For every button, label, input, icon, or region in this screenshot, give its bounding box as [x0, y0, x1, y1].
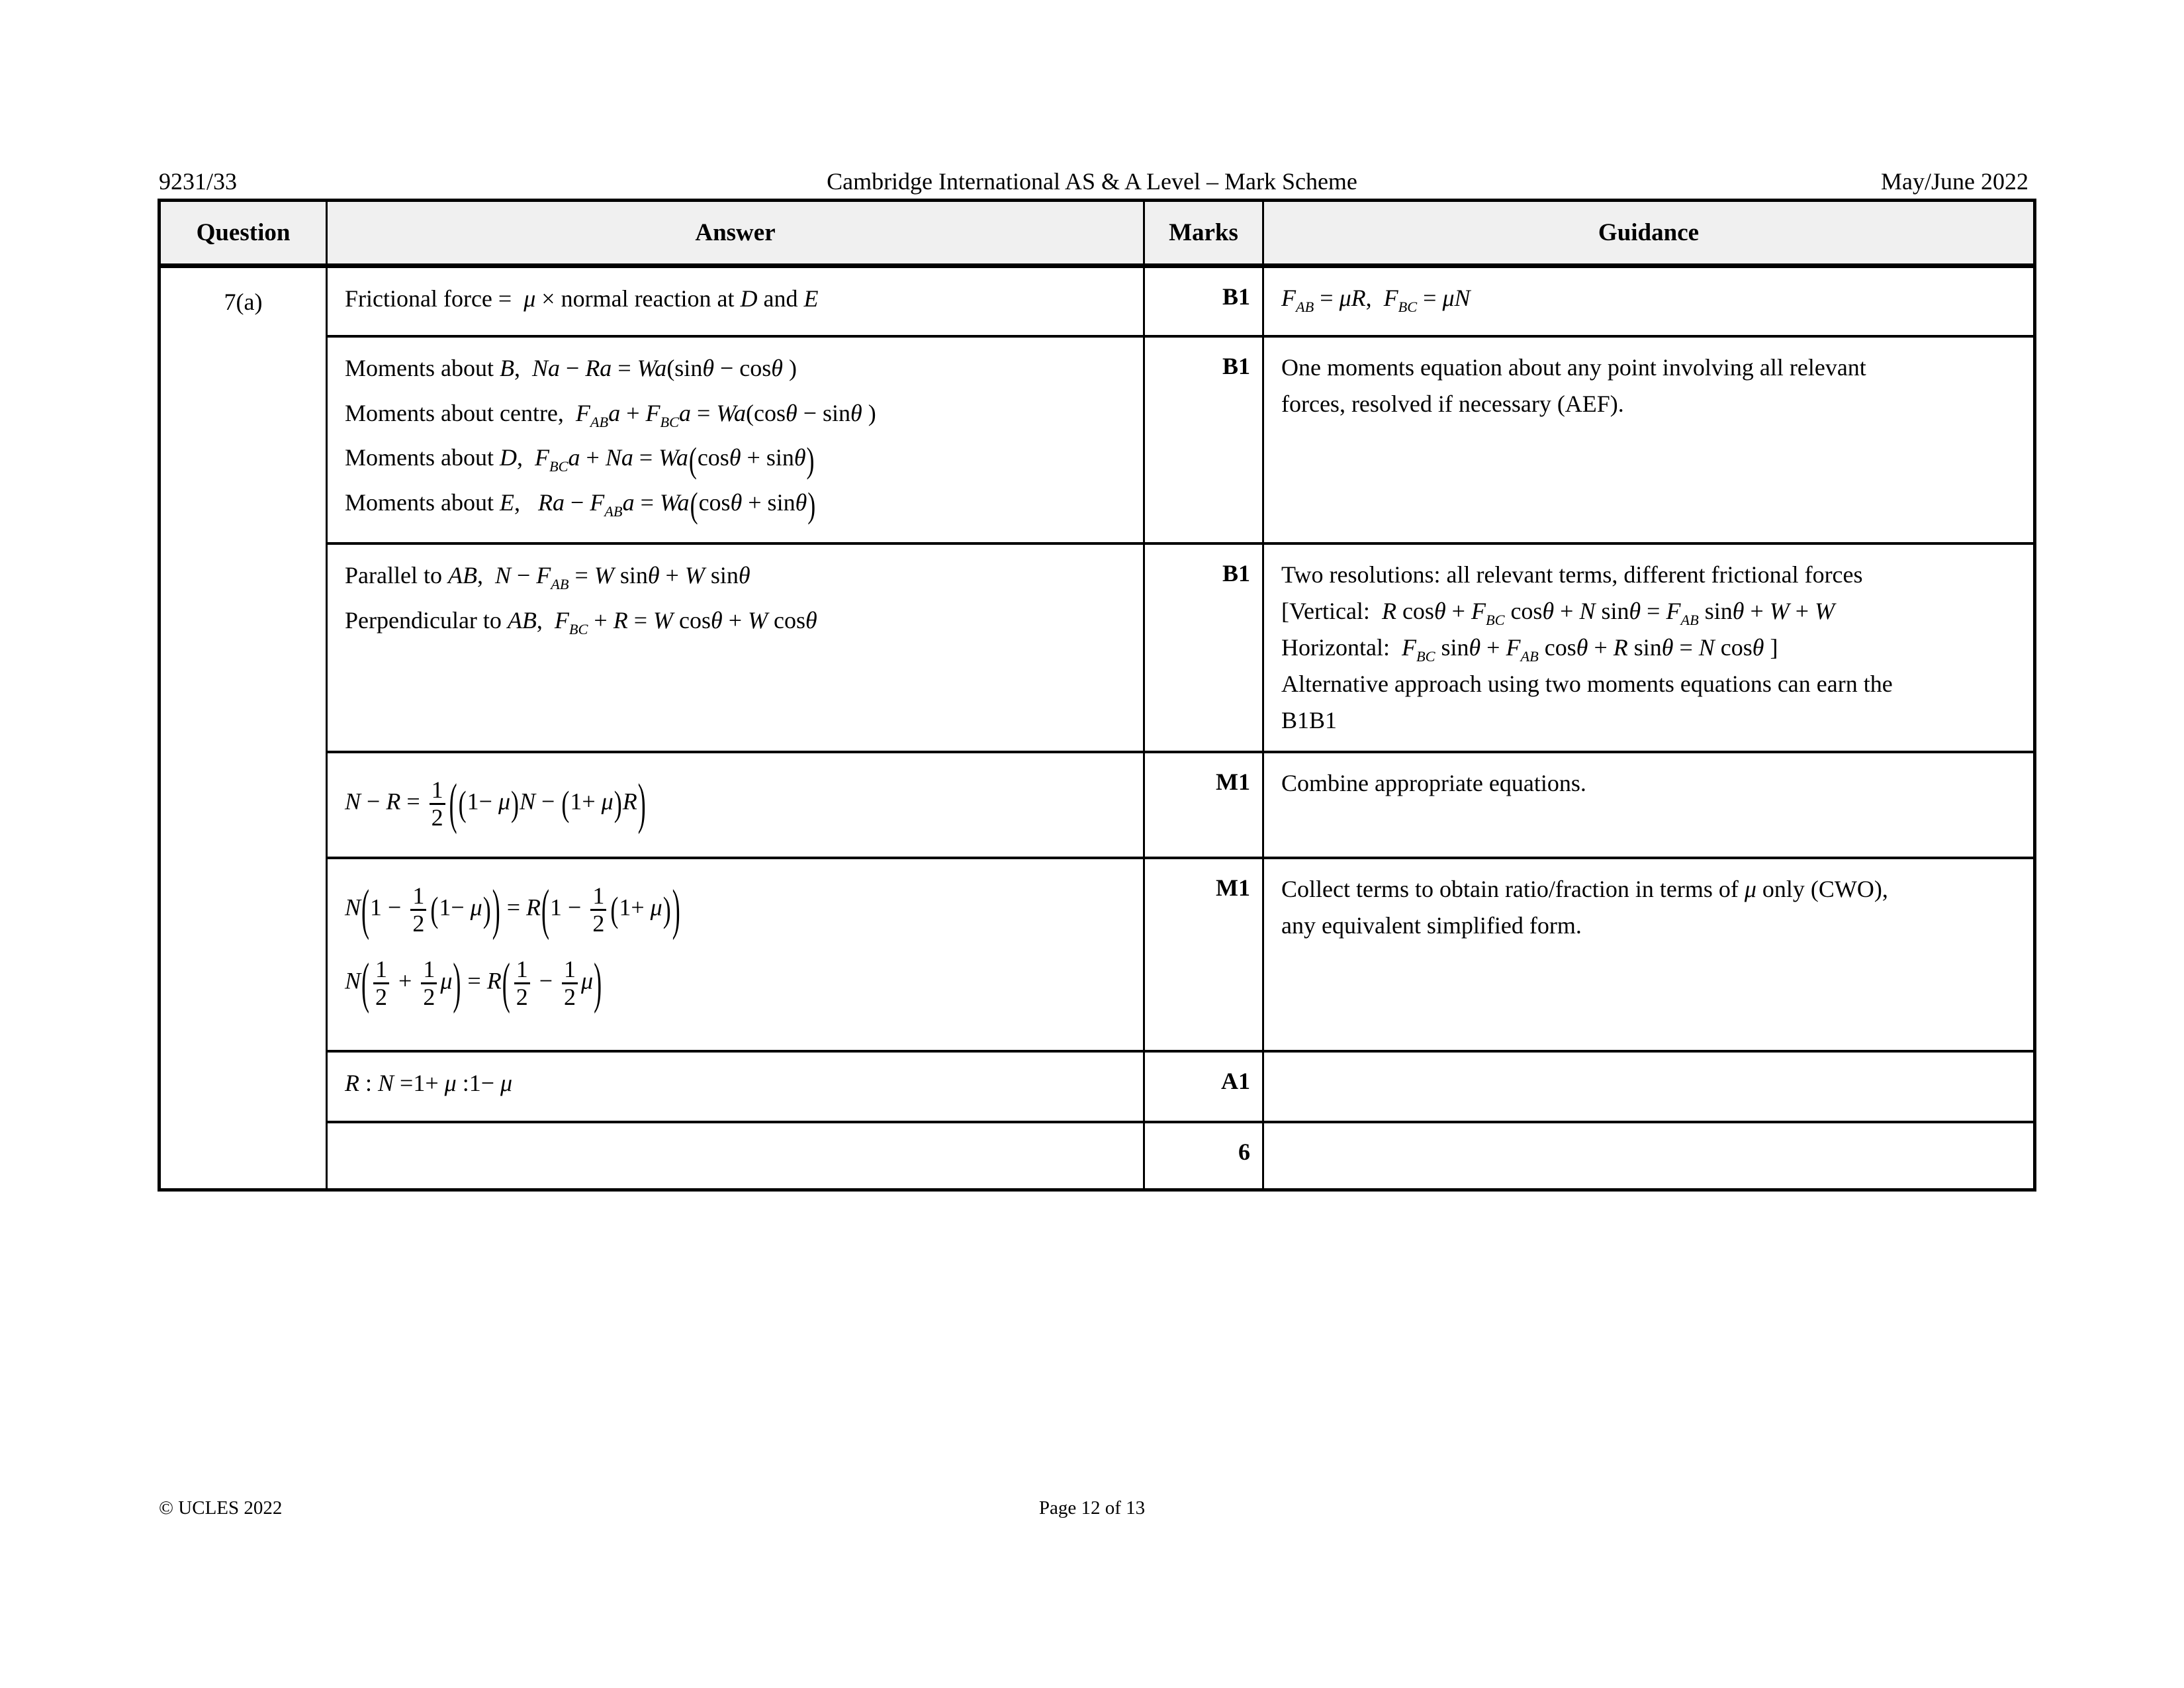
- answer-line: N − R = $\frac{1}{2}$ ((1− μ)N − (1+ μ)R): [345, 773, 646, 835]
- guidance-line: $F_{AB} = \mu R$, $F_{BC} = \mu N$: [1281, 285, 1471, 315]
- column-header-answer: Answer: [328, 202, 1145, 268]
- answer-cell: [328, 268, 1145, 338]
- guidance-line: Combine appropriate equations.: [1281, 770, 1586, 796]
- answer-line: Moments about D, $F_{BC}a + Na = Wa(\cos\theta + \sin\theta)$: [345, 440, 815, 480]
- guidance-cell: [1264, 859, 2033, 1053]
- question-number: 7(a): [161, 268, 328, 1188]
- guidance-line: [Vertical: R $\cos\theta + F_{BC}$ cosθ + N $\sin\theta = F_{AB}$ sinθ + W + W: [1281, 597, 1835, 628]
- answer-cell: [328, 859, 1145, 1053]
- answer-line: Parallel to AB, $N - F_{AB} = W$ sinθ + W sinθ: [345, 562, 751, 592]
- guidance-cell: [1264, 545, 2033, 753]
- guidance-cell: [1264, 268, 2033, 338]
- guidance-line: Horizontal: $F_{BC}$ $\sin\theta + F_{AB}$ cosθ + R sinθ = N cosθ ]: [1281, 633, 1778, 665]
- answer-line: R : N =1+ μ :1− μ: [345, 1070, 513, 1096]
- answer-line: N( $\frac{1}{2}$ + $\frac{1}{2}$ μ) = R( $\frac{1}{2}$ − $\frac{1}{2}$ μ): [345, 952, 602, 1015]
- marks-cell: A1: [1145, 1053, 1264, 1123]
- answer-cell: [328, 1123, 1145, 1188]
- column-header-question: Question: [161, 202, 328, 268]
- paper-code: 9231/33: [159, 168, 238, 195]
- session-date: May/June 2022: [1881, 168, 2028, 195]
- guidance-line: One moments equation about any point involving all relevant: [1281, 354, 1866, 381]
- answer-line: Frictional force = μ × normal reaction at D and E: [345, 285, 819, 312]
- answer-cell: [328, 545, 1145, 753]
- marks-cell: B1: [1145, 268, 1264, 338]
- answer-line: N(1 − $\frac{1}{2}$ (1− μ)) = R(1 − $\frac{1}{2}$ (1+ μ)): [345, 878, 680, 941]
- guidance-cell: [1264, 1053, 2033, 1123]
- answer-cell: [328, 753, 1145, 859]
- marks-cell: B1: [1145, 545, 1264, 753]
- marks-cell: M1: [1145, 753, 1264, 859]
- answer-line: Perpendicular to AB, $F_{BC} + R = W$ cosθ + W cosθ: [345, 606, 817, 637]
- guidance-line: any equivalent simplified form.: [1281, 912, 1582, 939]
- guidance-line: Collect terms to obtain ratio/fraction in terms of μ only (CWO),: [1281, 876, 1888, 902]
- guidance-cell: [1264, 753, 2033, 859]
- marks-cell: B1: [1145, 338, 1264, 545]
- guidance-line: Alternative approach using two moments equations can earn the: [1281, 670, 1893, 697]
- page-number: Page 12 of 13: [1038, 1497, 1146, 1519]
- answer-line: Moments about centre, $F_{AB}a + F_{BC}a = Wa(\cos\theta - \sin\theta$ ): [345, 399, 876, 430]
- guidance-line: B1B1: [1281, 706, 1338, 733]
- answer-cell: [328, 1053, 1145, 1123]
- copyright-notice: © UCLES 2022: [159, 1497, 283, 1519]
- document-title: Cambridge International AS & A Level – Mark Scheme: [827, 168, 1357, 195]
- column-header-guidance: Guidance: [1264, 202, 2033, 268]
- answer-cell: [328, 338, 1145, 545]
- guidance-line: forces, resolved if necessary (AEF).: [1281, 390, 1624, 417]
- guidance-line: Two resolutions: all relevant terms, different frictional forces: [1281, 561, 1863, 588]
- answer-line: Moments about B, Na − Ra = Wa(sinθ − cosθ ): [345, 355, 797, 381]
- guidance-cell: [1264, 1123, 2033, 1188]
- column-header-marks: Marks: [1145, 202, 1264, 268]
- total-marks-cell: 6: [1145, 1123, 1264, 1188]
- answer-line: Moments about E, $Ra - F_{AB}a = Wa(\cos\theta + \sin\theta)$: [345, 485, 816, 525]
- marks-cell: M1: [1145, 859, 1264, 1053]
- guidance-cell: [1264, 338, 2033, 545]
- mark-scheme-table: [158, 199, 2036, 1192]
